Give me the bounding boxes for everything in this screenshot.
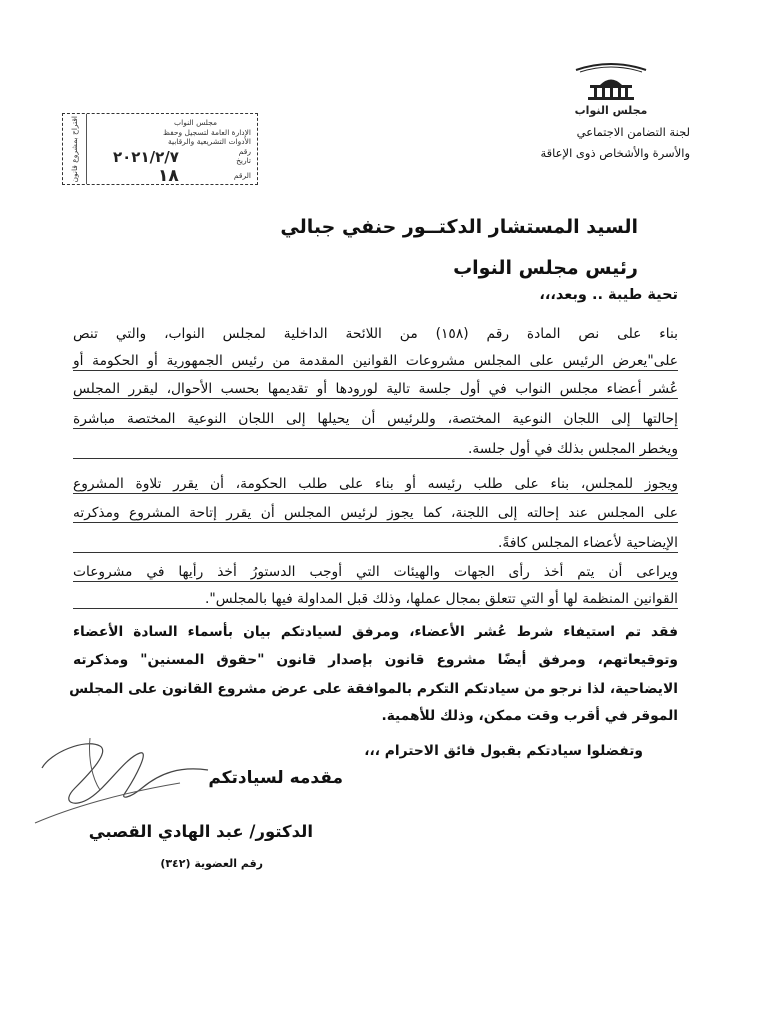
body-line: ويخطر المجلس بذلك في أول جلسة. (73, 440, 678, 459)
stamp-side-label (63, 114, 87, 184)
body-line: إحالتها إلى اللجان النوعية المختصة، وللرئيس أن يحيلها إلى اللجان النوعية المختصة مباشرة (73, 411, 678, 427)
stamp-line-2: الإدارة العامة لتسجيل وحفظ (163, 128, 251, 137)
parliament-logo (572, 58, 650, 118)
submitted-by: مقدمه لسيادتكم (208, 768, 343, 788)
body-line: فقد تم استيفاء شرط عُشر الأعضاء، ومرفق لسيادتكم بيان بأسماء السادة الأعضاء (73, 624, 678, 640)
closing-line: وتفضلوا سيادتكم بقبول فائق الاحترام ،،، (364, 743, 643, 759)
body-line: الايضاحية، لذا نرجو من سيادتكم التكرم بالموافقة على عرض مشروع القانون على المجلس (69, 681, 678, 697)
signer-name: الدكتور/ عبد الهادي القصبي (88, 822, 313, 841)
body-line: الإيضاحية لأعضاء المجلس كافةً. (73, 534, 678, 553)
body-line: على"يعرض الرئيس على المجلس مشروعات القوانين المقدمة من رئيس الجمهورية أو الحكومة أو (73, 353, 678, 369)
body-line: على المجلس عند إحالته إلى اللجنة، كما يجوز لرئيس المجلس أن يقرر إتاحة المشروع ومذكرته (73, 505, 678, 521)
body-line: الموقر في أقرب وقت ممكن، وذلك للأهمية. (381, 708, 678, 724)
department-line-2: والأسرة والأشخاص ذوى الإعاقة (540, 146, 690, 160)
stamp-date: ٢٠٢١/٢/٧ (113, 148, 179, 166)
stamp-side-text: اقتراح بمشروع قانون (70, 115, 79, 183)
body-line: ويراعى أن يتم أخذ رأى الجهات والهيئات التي أوجب الدستورُ أخذ رأيها في مشروعات (73, 564, 678, 580)
addressee-position: رئيس مجلس النواب (453, 257, 638, 279)
department-line-1: لجنة التضامن الاجتماعي (576, 125, 690, 139)
logo-caption: مجلس النواب (574, 104, 648, 117)
registry-stamp (62, 113, 258, 185)
stamp-registry-number: ١٨ (158, 166, 179, 186)
handwritten-signature (30, 728, 215, 833)
body-line: ويجوز للمجلس، بناء على طلب رئيسه أو بناء على طلب الحكومة، أن يقرر تلاوة المشروع (73, 476, 678, 492)
member-number: رقم العضوية (٣٤٢) (160, 857, 263, 870)
stamp-line-1: مجلس النواب (174, 118, 217, 127)
stamp-line-3: الأدوات التشريعية والرقابية (167, 137, 251, 146)
body-line: القوانين المنظمة لها أو التي تتعلق بمجال عملها، وذلك قبل المداولة فيها بالمجلس". (73, 590, 678, 609)
stamp-date-label: تاريخ (236, 156, 251, 165)
body-line: عُشر أعضاء مجلس النواب في أول جلسة تالية لورودها أو تقديمها بحسب الأحوال، ليقرر المجلس (73, 381, 678, 397)
stamp-number-label: رقم (238, 147, 251, 156)
greeting: تحية طيبة .. وبعد،،، (539, 287, 678, 303)
stamp-registry-label: الرقم (233, 171, 251, 180)
body-line: بناء على نص المادة رقم (١٥٨) من اللائحة الداخلية لمجلس النواب، والتي تنص (73, 326, 678, 342)
addressee: السيد المستشار الدكتــور حنفي جبالي (280, 216, 638, 238)
body-line: وتوقيعاتهم، ومرفق أيضًا مشروع قانون بإصدار قانون "حقوق المسنين" ومذكرته (73, 652, 678, 668)
